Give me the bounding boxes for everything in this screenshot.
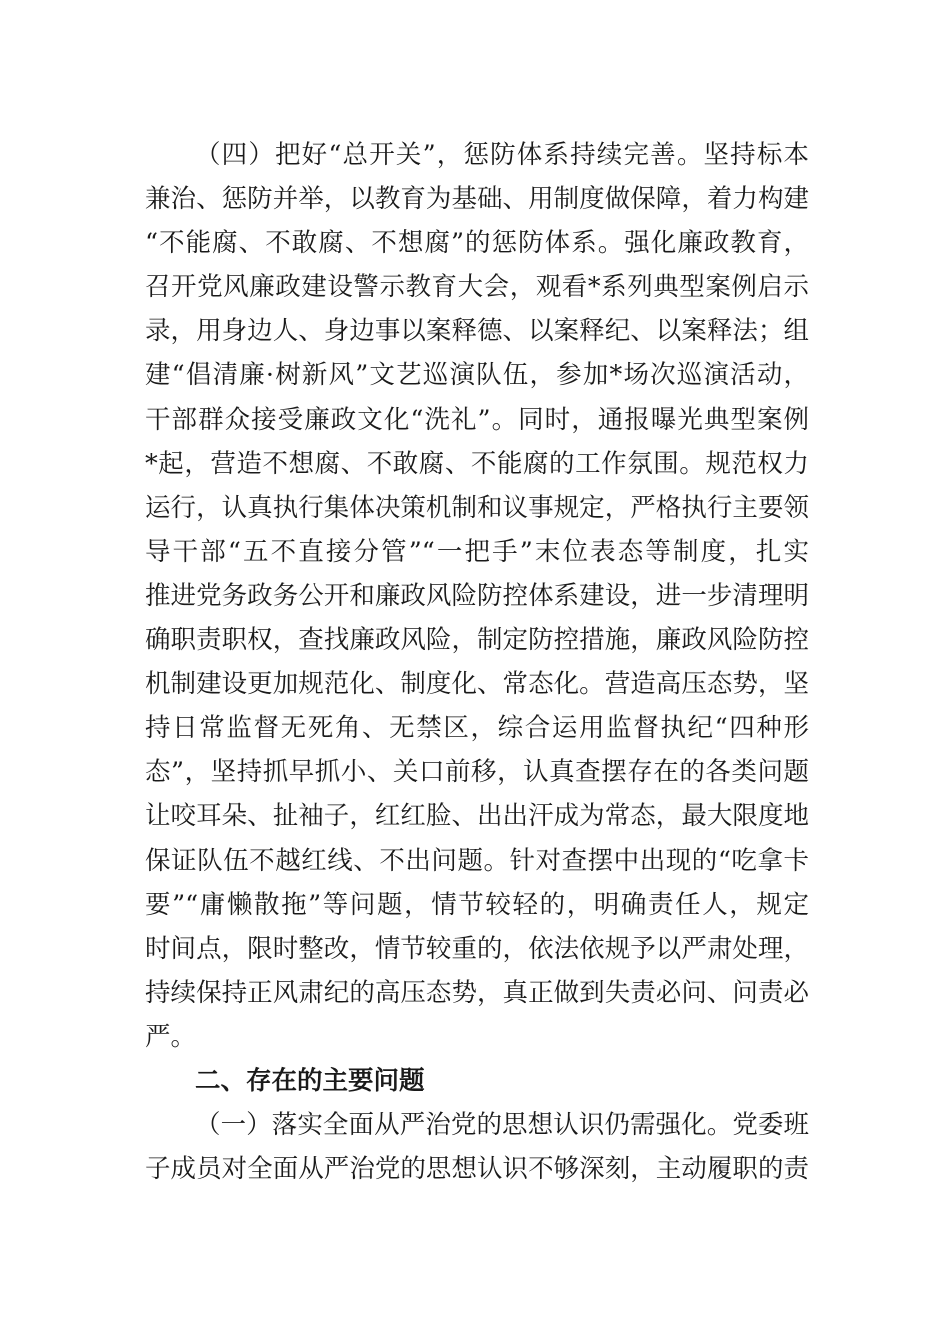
paragraph-line: *起，营造不想腐、不敢腐、不能腐的工作氛围。规范权力 [145, 448, 809, 479]
paragraph-line: 导干部“五不直接分管”“一把手”末位表态等制度，扎实 [145, 536, 809, 567]
paragraph-line: （四）把好“总开关”，惩防体系持续完善。坚持标本 [195, 140, 809, 170]
paragraph-line: 严。 [145, 1021, 197, 1052]
paragraph-line: 持日常监督无死角、无禁区，综合运用监督执纪“四种形 [145, 713, 809, 744]
paragraph-line: 让咬耳朵、扯袖子，红红脸、出出汗成为常态，最大限度地 [145, 801, 809, 832]
paragraph-line: 时间点，限时整改，情节较重的，依法依规予以严肃处理， [145, 933, 809, 964]
paragraph-line: 持续保持正风肃纪的高压态势，真正做到失责必问、问责必 [145, 977, 809, 1008]
document-body [145, 133, 809, 1191]
paragraph-line: 推进党务政务公开和廉政风险防控体系建设，进一步清理明 [145, 580, 809, 611]
paragraph-line: （一）落实全面从严治党的思想认识仍需强化。党委班 [195, 1110, 809, 1141]
paragraph-line: 录，用身边人、身边事以案释德、以案释纪、以案释法；组 [145, 316, 809, 347]
paragraph-line: 要”“庸懒散拖”等问题，情节较轻的，明确责任人，规定 [145, 889, 809, 920]
paragraph-line: 运行，认真执行集体决策机制和议事规定，严格执行主要领 [145, 492, 809, 523]
paragraph-line: 态”，坚持抓早抓小、关口前移，认真查摆存在的各类问题 [145, 757, 809, 788]
paragraph-line: 子成员对全面从严治党的思想认识不够深刻，主动履职的责 [145, 1154, 809, 1185]
paragraph-line: 保证队伍不越红线、不出问题。针对查摆中出现的“吃拿卡 [145, 845, 809, 876]
paragraph-line: 机制建设更加规范化、制度化、常态化。营造高压态势，坚 [145, 669, 809, 700]
section-heading: 二、存在的主要问题 [195, 1065, 425, 1096]
paragraph-section-two-one [145, 1103, 809, 1191]
paragraph-section-four [145, 133, 809, 1059]
paragraph-line: 干部群众接受廉政文化“洗礼”。同时，通报曝光典型案例 [145, 404, 809, 435]
paragraph-line: 兼治、惩防并举，以教育为基础、用制度做保障，着力构建 [145, 184, 809, 215]
paragraph-line: 建“倡清廉·树新风”文艺巡演队伍，参加*场次巡演活动， [145, 360, 809, 391]
paragraph-line: “不能腐、不敢腐、不想腐”的惩防体系。强化廉政教育， [145, 228, 809, 259]
paragraph-line: 确职责职权，查找廉政风险，制定防控措施，廉政风险防控 [145, 625, 809, 656]
paragraph-line: 召开党风廉政建设警示教育大会，观看*系列典型案例启示 [145, 272, 809, 303]
